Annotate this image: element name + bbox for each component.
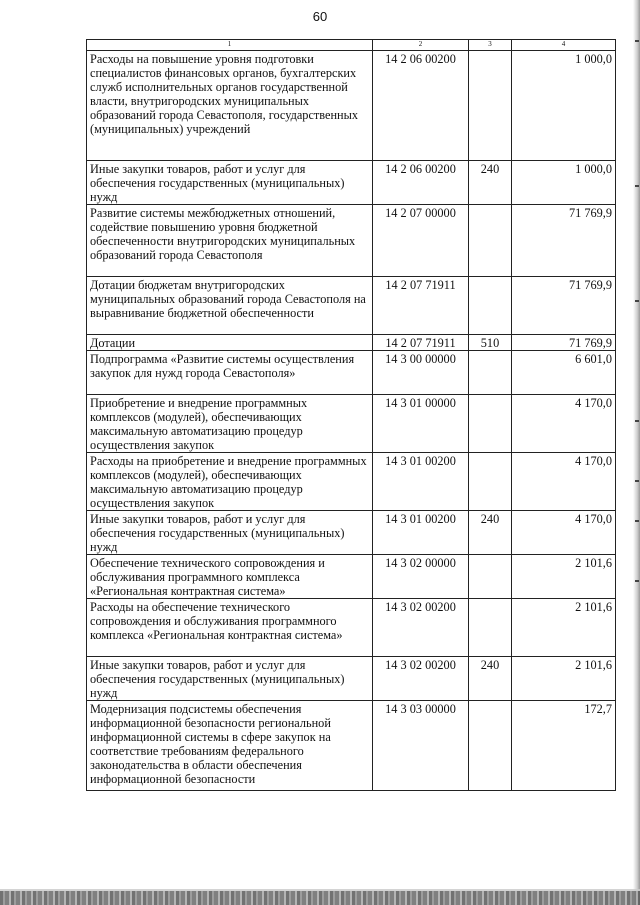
table-row [87,701,616,791]
row-code-cell: 14 2 07 71911 [373,277,469,335]
column-header-2: 2 [373,40,469,51]
row-code-cell: 14 3 02 00200 [373,599,469,657]
row-sum-cell: 71 769,9 [512,205,616,277]
column-header-1: 1 [87,40,373,51]
row-name-cell: Расходы на приобретение и внедрение программных комплексов (модулей), обеспечивающих максимальную автоматизацию процедур осуществления закупок [87,453,373,511]
table-row [87,453,616,511]
row-vr-cell [469,701,512,791]
row-code-cell: 14 3 00 00000 [373,351,469,395]
row-sum-cell: 4 170,0 [512,453,616,511]
row-vr-cell [469,555,512,599]
row-name-cell: Иные закупки товаров, работ и услуг для обеспечения государственных (муниципальных) нужд [87,511,373,555]
table-row [87,657,616,701]
row-vr-cell [469,453,512,511]
row-name-cell: Иные закупки товаров, работ и услуг для обеспечения государственных (муниципальных) нужд [87,657,373,701]
row-code-cell: 14 2 06 00200 [373,51,469,161]
row-name-cell: Приобретение и внедрение программных комплексов (модулей), обеспечивающих максимальную автоматизацию процедур осуществления закупок [87,395,373,453]
row-code-cell: 14 2 07 71911 [373,335,469,351]
row-sum-cell: 2 101,6 [512,657,616,701]
row-sum-cell: 2 101,6 [512,555,616,599]
scan-edge-right [633,0,640,905]
row-name-cell: Обеспечение технического сопровождения и обслуживания программного комплекса «Региональная контрактная система» [87,555,373,599]
row-vr-cell [469,277,512,335]
row-name-cell: Расходы на обеспечение технического сопровождения и обслуживания программного комплекса «Региональная контрактная система» [87,599,373,657]
budget-table [86,39,616,791]
row-code-cell: 14 3 01 00200 [373,453,469,511]
table-header-row [87,40,616,51]
table-row [87,335,616,351]
row-code-cell: 14 2 07 00000 [373,205,469,277]
row-sum-cell: 2 101,6 [512,599,616,657]
row-name-cell: Развитие системы межбюджетных отношений, содействие повышению уровня бюджетной обеспеченности внутригородских муниципальных образований города Севастополя [87,205,373,277]
row-vr-cell: 240 [469,161,512,205]
row-sum-cell: 172,7 [512,701,616,791]
table-row [87,277,616,335]
row-vr-cell [469,395,512,453]
page-number: 60 [312,9,328,24]
row-vr-cell: 510 [469,335,512,351]
row-code-cell: 14 3 01 00200 [373,511,469,555]
row-code-cell: 14 3 01 00000 [373,395,469,453]
row-vr-cell [469,599,512,657]
row-sum-cell: 4 170,0 [512,511,616,555]
row-sum-cell: 6 601,0 [512,351,616,395]
table-row [87,51,616,161]
row-vr-cell [469,205,512,277]
row-code-cell: 14 3 02 00000 [373,555,469,599]
row-vr-cell [469,51,512,161]
row-name-cell: Дотации бюджетам внутригородских муниципальных образований города Севастополя на выравнивание бюджетной обеспеченности [87,277,373,335]
table-row [87,351,616,395]
row-sum-cell: 71 769,9 [512,335,616,351]
row-vr-cell: 240 [469,657,512,701]
row-vr-cell [469,351,512,395]
table-row [87,555,616,599]
table-row [87,511,616,555]
table-row [87,205,616,277]
row-code-cell: 14 3 02 00200 [373,657,469,701]
row-name-cell: Расходы на повышение уровня подготовки специалистов финансовых органов, бухгалтерских служб исполнительных органов государственной власти, внутригородских муниципальных образований города Севастополя, государственных (муниципальных) учреждений [87,51,373,161]
row-sum-cell: 1 000,0 [512,161,616,205]
column-header-3: 3 [469,40,512,51]
row-name-cell: Дотации [87,335,373,351]
row-name-cell: Иные закупки товаров, работ и услуг для обеспечения государственных (муниципальных) нужд [87,161,373,205]
row-vr-cell: 240 [469,511,512,555]
row-code-cell: 14 2 06 00200 [373,161,469,205]
scan-edge-bottom [0,891,640,905]
row-name-cell: Модернизация подсистемы обеспечения информационной безопасности региональной информационной системы в сфере закупок на соответствие требованиям федерального законодательства в области обеспечения информационной безопасности [87,701,373,791]
row-sum-cell: 71 769,9 [512,277,616,335]
row-sum-cell: 1 000,0 [512,51,616,161]
row-name-cell: Подпрограмма «Развитие системы осуществления закупок для нужд города Севастополя» [87,351,373,395]
table-row [87,599,616,657]
table-row [87,161,616,205]
table-row [87,395,616,453]
row-sum-cell: 4 170,0 [512,395,616,453]
row-code-cell: 14 3 03 00000 [373,701,469,791]
column-header-4: 4 [512,40,616,51]
